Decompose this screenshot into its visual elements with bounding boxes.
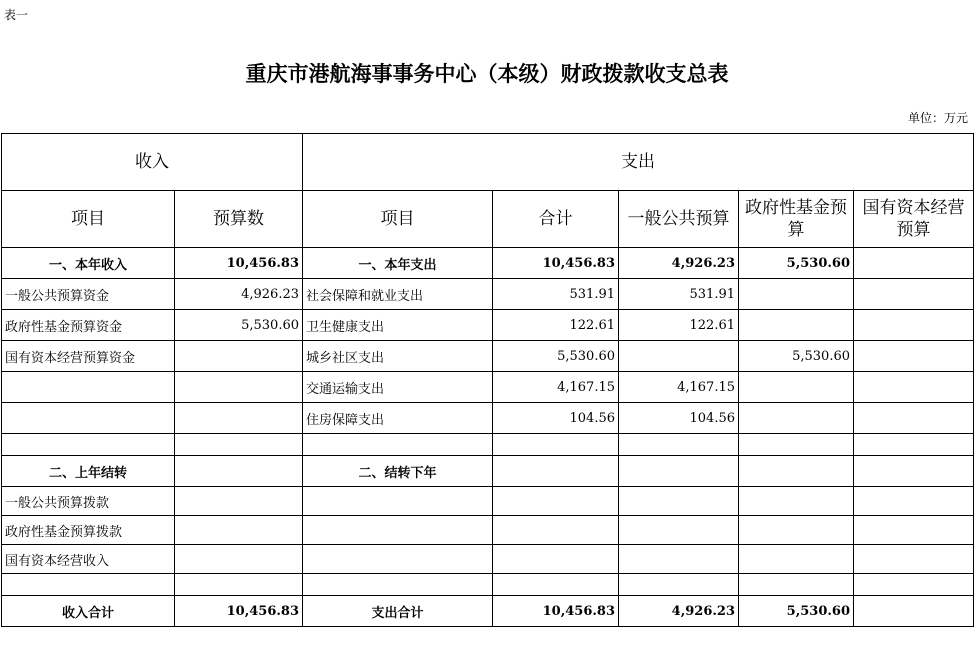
table-row <box>2 341 974 372</box>
fund-budget-header: 政府性基金预算 <box>739 191 854 248</box>
table-row <box>2 434 974 456</box>
total-amount-cell: 104.56 <box>493 403 619 434</box>
table-row <box>2 487 974 516</box>
total-amount-cell <box>493 574 619 596</box>
income-amount-cell <box>175 456 303 487</box>
income-amount-cell: 4,926.23 <box>175 279 303 310</box>
income-item-cell <box>2 574 175 596</box>
fund-amount-cell <box>739 310 854 341</box>
table-row <box>2 596 974 627</box>
state-amount-cell <box>854 279 974 310</box>
total-amount-cell <box>493 487 619 516</box>
income-item-cell: 国有资本经营收入 <box>2 545 175 574</box>
income-amount-cell <box>175 574 303 596</box>
budget-header: 预算数 <box>175 191 303 248</box>
general-amount-cell <box>619 574 739 596</box>
income-item-cell <box>2 434 175 456</box>
table-row <box>2 403 974 434</box>
income-item-cell: 一般公共预算资金 <box>2 279 175 310</box>
budget-table <box>1 133 974 627</box>
total-amount-cell <box>493 545 619 574</box>
general-amount-cell: 104.56 <box>619 403 739 434</box>
total-amount-cell: 10,456.83 <box>493 248 619 279</box>
income-item-cell: 二、上年结转 <box>2 456 175 487</box>
fund-amount-cell: 5,530.60 <box>739 248 854 279</box>
income-item-cell: 国有资本经营预算资金 <box>2 341 175 372</box>
state-amount-cell <box>854 372 974 403</box>
table-row <box>2 516 974 545</box>
state-amount-cell <box>854 434 974 456</box>
general-amount-cell <box>619 487 739 516</box>
table-row <box>2 372 974 403</box>
table-row <box>2 574 974 596</box>
expense-item-cell: 二、结转下年 <box>303 456 493 487</box>
expense-item-cell: 社会保障和就业支出 <box>303 279 493 310</box>
income-amount-cell: 10,456.83 <box>175 596 303 627</box>
expense-item-cell <box>303 545 493 574</box>
fund-amount-cell <box>739 434 854 456</box>
total-amount-cell: 122.61 <box>493 310 619 341</box>
table-row <box>2 456 974 487</box>
income-item-cell: 政府性基金预算拨款 <box>2 516 175 545</box>
general-amount-cell: 4,926.23 <box>619 248 739 279</box>
expense-item-cell: 支出合计 <box>303 596 493 627</box>
fund-amount-cell <box>739 372 854 403</box>
table-row <box>2 310 974 341</box>
table-body <box>2 248 974 627</box>
income-amount-cell: 5,530.60 <box>175 310 303 341</box>
expense-item-cell: 交通运输支出 <box>303 372 493 403</box>
table-row <box>2 279 974 310</box>
income-item-cell: 一般公共预算拨款 <box>2 487 175 516</box>
table-number: 表一 <box>4 8 29 22</box>
table-row <box>2 545 974 574</box>
expense-item-cell: 住房保障支出 <box>303 403 493 434</box>
income-amount-cell <box>175 403 303 434</box>
state-amount-cell <box>854 516 974 545</box>
fund-amount-cell <box>739 545 854 574</box>
fund-amount-cell <box>739 574 854 596</box>
income-amount-cell <box>175 545 303 574</box>
state-amount-cell <box>854 341 974 372</box>
income-amount-cell <box>175 341 303 372</box>
general-amount-cell <box>619 516 739 545</box>
income-item-cell: 政府性基金预算资金 <box>2 310 175 341</box>
general-budget-header: 一般公共预算 <box>619 191 739 248</box>
expense-item-cell: 一、本年支出 <box>303 248 493 279</box>
income-header: 收入 <box>2 134 303 191</box>
general-amount-cell: 4,926.23 <box>619 596 739 627</box>
state-amount-cell <box>854 456 974 487</box>
income-item-cell: 收入合计 <box>2 596 175 627</box>
fund-amount-cell: 5,530.60 <box>739 596 854 627</box>
state-amount-cell <box>854 487 974 516</box>
general-amount-cell <box>619 434 739 456</box>
income-amount-cell: 10,456.83 <box>175 248 303 279</box>
total-amount-cell: 10,456.83 <box>493 596 619 627</box>
total-amount-cell <box>493 456 619 487</box>
income-amount-cell <box>175 516 303 545</box>
fund-amount-cell <box>739 279 854 310</box>
general-amount-cell: 122.61 <box>619 310 739 341</box>
expense-item-cell <box>303 574 493 596</box>
income-amount-cell <box>175 434 303 456</box>
fund-amount-cell: 5,530.60 <box>739 341 854 372</box>
state-amount-cell <box>854 310 974 341</box>
state-capital-header: 国有资本经营预算 <box>854 191 974 248</box>
total-amount-cell: 531.91 <box>493 279 619 310</box>
state-amount-cell <box>854 403 974 434</box>
total-amount-cell <box>493 434 619 456</box>
unit-label: 单位：万元 <box>907 111 968 125</box>
general-amount-cell <box>619 456 739 487</box>
page-title: 重庆市港航海事事务中心（本级）财政拨款收支总表 <box>245 62 729 86</box>
income-item-cell: 一、本年收入 <box>2 248 175 279</box>
income-amount-cell <box>175 487 303 516</box>
expense-item-cell <box>303 434 493 456</box>
state-amount-cell <box>854 248 974 279</box>
state-amount-cell <box>854 574 974 596</box>
general-amount-cell: 4,167.15 <box>619 372 739 403</box>
fund-amount-cell <box>739 403 854 434</box>
total-amount-cell <box>493 516 619 545</box>
expense-item-cell: 城乡社区支出 <box>303 341 493 372</box>
income-item-cell <box>2 403 175 434</box>
state-amount-cell <box>854 545 974 574</box>
expense-item-cell <box>303 487 493 516</box>
fund-amount-cell <box>739 456 854 487</box>
income-item-cell <box>2 372 175 403</box>
fund-amount-cell <box>739 487 854 516</box>
state-amount-cell <box>854 596 974 627</box>
total-amount-cell: 4,167.15 <box>493 372 619 403</box>
income-item-header: 项目 <box>2 191 175 248</box>
general-amount-cell: 531.91 <box>619 279 739 310</box>
income-amount-cell <box>175 372 303 403</box>
general-amount-cell <box>619 341 739 372</box>
expense-item-header: 项目 <box>303 191 493 248</box>
table-row <box>2 248 974 279</box>
total-amount-cell: 5,530.60 <box>493 341 619 372</box>
general-amount-cell <box>619 545 739 574</box>
fund-amount-cell <box>739 516 854 545</box>
expense-header: 支出 <box>303 134 974 191</box>
expense-item-cell <box>303 516 493 545</box>
expense-item-cell: 卫生健康支出 <box>303 310 493 341</box>
total-header: 合计 <box>493 191 619 248</box>
